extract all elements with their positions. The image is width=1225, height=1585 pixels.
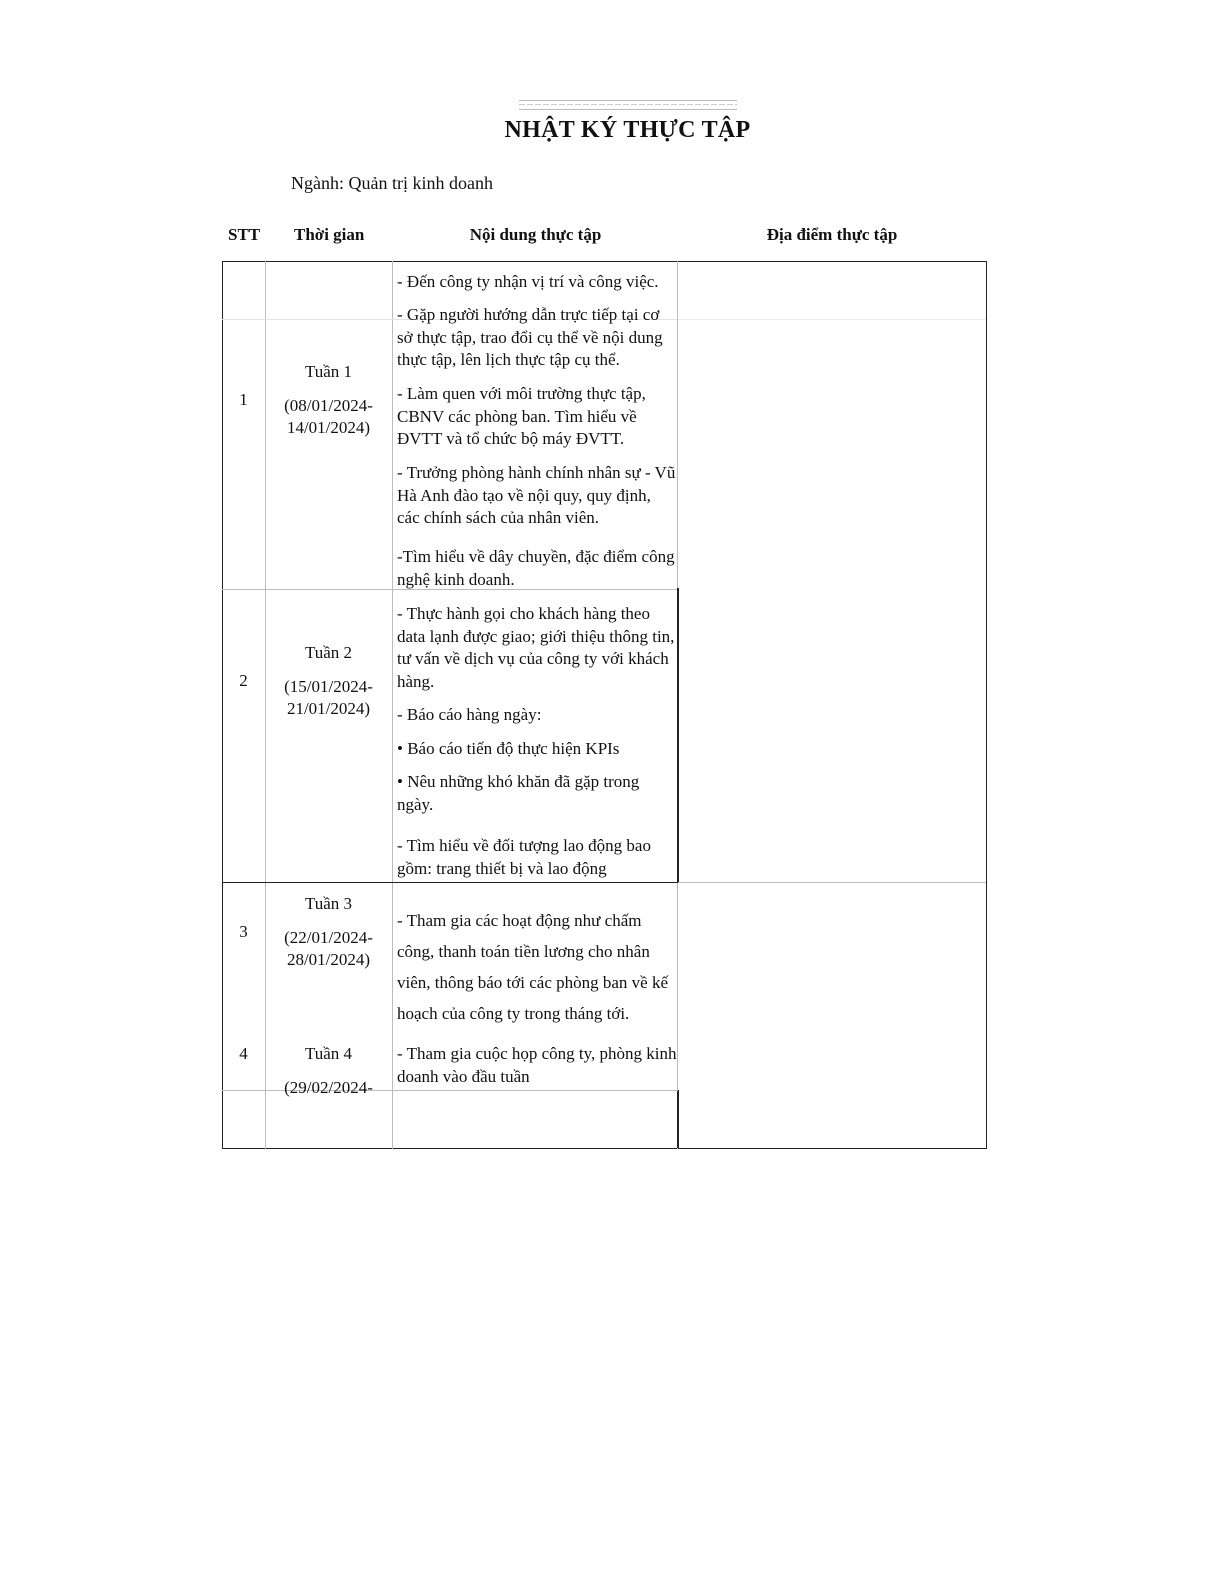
content-item: - Báo cáo hàng ngày: [397,705,542,724]
row-range-start: (08/01/2024- [284,396,373,415]
page-title: NHẬT KÝ THỰC TẬP [504,117,751,143]
row-week: Tuần 4 [304,1044,353,1063]
content-item: - Gặp người hướng dẫn trực tiếp tại cơ sở thực tập, trao đổi cụ thể về nội dung thực tập, lên lịch thực tập cụ thể. [397,305,663,369]
row-range-start: (29/02/2024- [284,1078,373,1097]
row-week: Tuần 1 [304,362,353,381]
row-stt: 1 [239,390,248,409]
content-item: - Thực hành gọi cho khách hàng theo data lạnh được giao; giới thiệu thông tin, tư vấn về dịch vụ của công ty với khách hàng. [397,604,675,691]
table-divider [222,882,678,883]
header-stt: STT [228,225,261,244]
content-item: - Làm quen với môi trường thực tập, CBNV các phòng ban. Tìm hiểu về ĐVTT và tổ chức bộ máy ĐVTT. [397,384,646,448]
content-item: - Tìm hiểu về đối tượng lao động bao gồm: trang thiết bị và lao động [397,836,651,878]
row-range-start: (22/01/2024- [284,928,373,947]
content-item: - Tham gia cuộc họp công ty, phòng kinh doanh vào đầu tuần [397,1044,677,1086]
row-stt: 4 [239,1044,248,1063]
content-item: - Tham gia các hoạt động như chấm công, thanh toán tiền lương cho nhân viên, thông báo tới các phòng ban về kế hoạch của công ty trong tháng tới. [397,911,668,1023]
row-week: Tuần 3 [304,894,353,913]
content-item: - Đến công ty nhận vị trí và công việc. [397,272,659,291]
decorative-separator [519,100,737,110]
major-label: Ngành: Quản trị kinh doanh [291,173,493,193]
table-divider [678,319,986,320]
row-range-end: 14/01/2024) [286,418,371,437]
row-stt: 2 [239,671,248,690]
row-range-end: 21/01/2024) [286,699,371,718]
content-item: -Tìm hiểu về dây chuyền, đặc điểm công nghệ kinh doanh. [397,547,675,589]
row-week: Tuần 2 [304,643,353,662]
header-time: Thời gian [294,225,365,244]
table-divider [392,261,393,1149]
content-item: - Trưởng phòng hành chính nhân sự - Vũ Hà Anh đào tạo về nội quy, quy định, các chính sách của nhân viên. [397,463,676,527]
row-range-start: (15/01/2024- [284,677,373,696]
table-divider [677,588,679,883]
row-range-end: 28/01/2024) [286,950,371,969]
content-item: • Nêu những khó khăn đã gặp trong ngày. [397,772,640,814]
table-divider [678,882,986,883]
header-place: Địa điểm thực tập [766,225,898,244]
row-stt: 3 [239,922,248,941]
header-content: Nội dung thực tập [469,225,602,244]
content-item: • Báo cáo tiến độ thực hiện KPIs [397,739,620,758]
table-divider [677,1090,679,1148]
